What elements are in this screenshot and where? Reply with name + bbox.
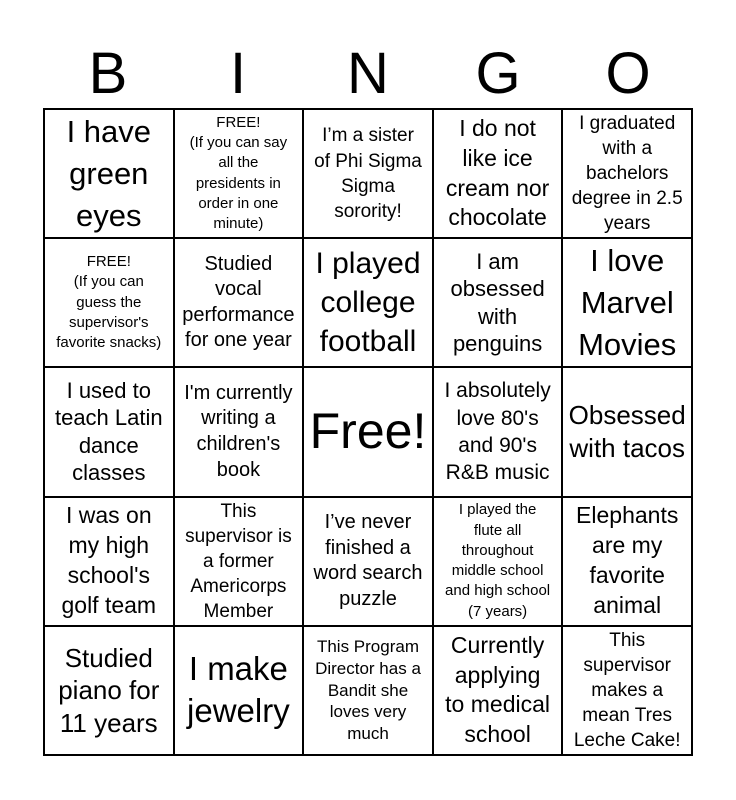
bingo-cell[interactable] — [562, 497, 692, 626]
bingo-cell[interactable] — [562, 367, 692, 496]
cell-text: I used to teach Latin dance classes — [54, 377, 163, 486]
bingo-cell[interactable] — [433, 497, 563, 626]
bingo-cell[interactable] — [174, 238, 304, 367]
cell-text: This Program Director has a Bandit she loves very much — [315, 637, 421, 744]
bingo-cell[interactable] — [433, 238, 563, 367]
cell-text: I love Marvel Movies — [578, 243, 677, 362]
bingo-cell[interactable] — [303, 109, 433, 238]
bingo-cell[interactable] — [562, 238, 692, 367]
cell-text: I absolutely love 80's and 90's R&B music — [444, 379, 551, 485]
header-letter-b: B — [88, 41, 128, 106]
bingo-cell[interactable] — [174, 109, 304, 238]
bingo-cell[interactable] — [44, 109, 174, 238]
cell-text: I’ve never finished a word search puzzle — [313, 511, 423, 610]
bingo-cell[interactable] — [562, 626, 692, 755]
bingo-cell[interactable] — [44, 367, 174, 496]
cell-text: This supervisor is a former Americorps Member — [185, 500, 292, 622]
bingo-cell[interactable] — [303, 626, 433, 755]
cell-text: Studied vocal performance for one year — [182, 252, 295, 352]
cell-text: I was on my high school's golf team — [61, 502, 157, 619]
bingo-cell[interactable] — [174, 626, 304, 755]
bingo-cell[interactable] — [44, 626, 174, 755]
cell-text: Obsessed with tacos — [568, 400, 686, 463]
bingo-cell[interactable] — [433, 367, 563, 496]
bingo-cell[interactable] — [303, 238, 433, 367]
cell-text: Studied piano for 11 years — [58, 642, 160, 738]
cell-text: FREE! (If you can guess the supervisor's favorite snacks) — [56, 253, 162, 352]
bingo-cell[interactable] — [174, 497, 304, 626]
cell-text: Elephants are my favorite animal — [576, 502, 679, 619]
cell-text: I played the flute all throughout middle school and high school (7 years) — [445, 501, 551, 620]
cell-text: Currently applying to medical school — [445, 631, 550, 748]
bingo-cell[interactable] — [562, 109, 692, 238]
header-letter-i: I — [229, 41, 247, 106]
header-letter-n: N — [347, 41, 389, 106]
cell-text: I make jewelry — [187, 649, 290, 730]
cell-text: I graduated with a bachelors degree in 2.5 years — [571, 112, 683, 235]
cell-text: I am obsessed with penguins — [450, 248, 545, 357]
bingo-cell[interactable] — [44, 497, 174, 626]
bingo-cell[interactable] — [44, 238, 174, 367]
header-letter-o: O — [605, 41, 651, 106]
cell-text: I played college football — [315, 247, 421, 359]
bingo-cell[interactable] — [433, 626, 563, 755]
bingo-cell[interactable] — [174, 367, 304, 496]
cell-text: This supervisor makes a mean Tres Leche Cake! — [573, 629, 681, 752]
cell-text: Free! — [309, 403, 427, 460]
cell-text: FREE! (If you can say all the presidents in order in one minute) — [189, 113, 288, 233]
header-letter-g: G — [475, 41, 521, 106]
bingo-cell[interactable] — [433, 109, 563, 238]
cell-text: I'm currently writing a children's book — [184, 381, 293, 481]
bingo-cell[interactable] — [303, 497, 433, 626]
bingo-cell-free-center[interactable] — [303, 367, 433, 496]
cell-text: I have green eyes — [66, 113, 152, 233]
cell-text: I’m a sister of Phi Sigma Sigma sorority! — [314, 125, 422, 222]
bingo-board — [43, 108, 693, 756]
cell-text: I do not like ice cream nor chocolate — [445, 114, 550, 231]
bingo-header — [43, 40, 693, 108]
